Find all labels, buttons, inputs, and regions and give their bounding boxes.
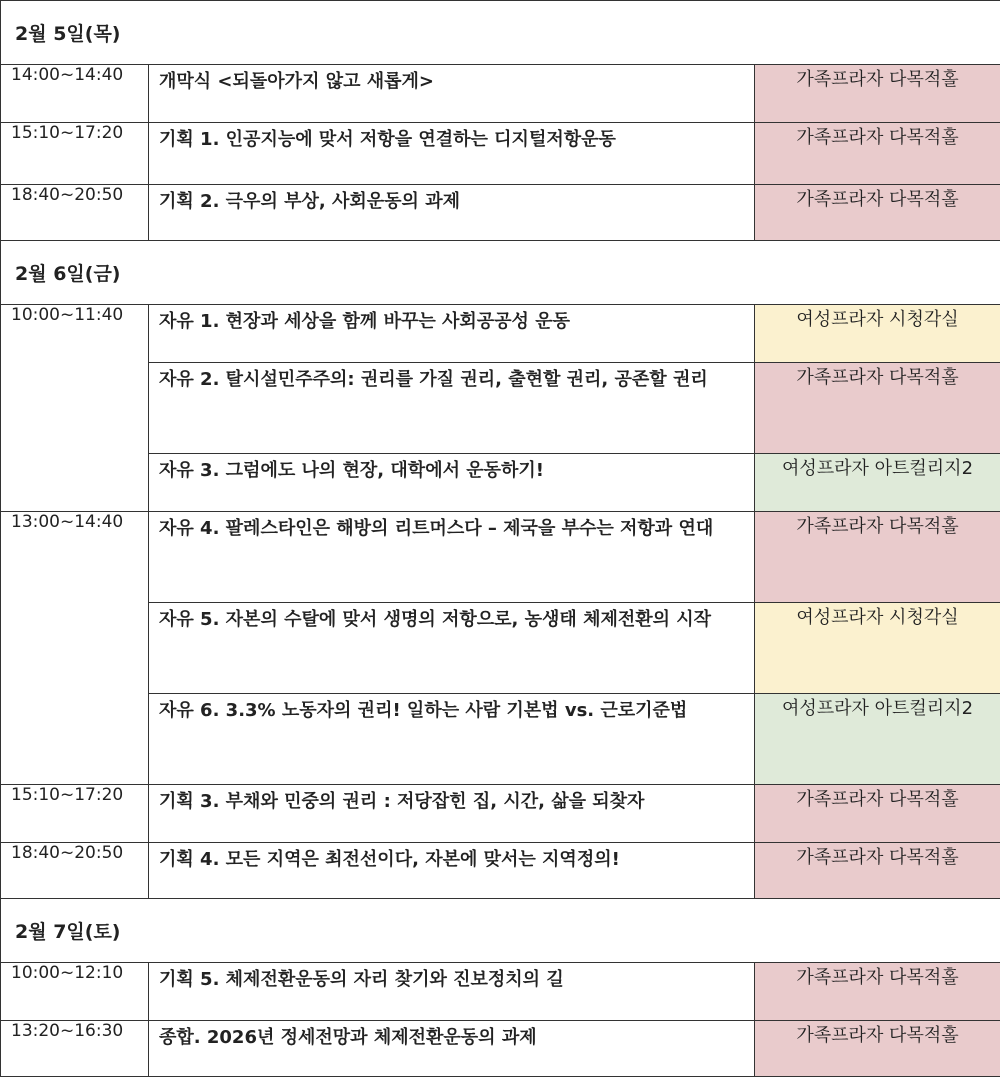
session-title: 자유 6. 3.3% 노동자의 권리! 일하는 사람 기본법 vs. 근로기준법 — [149, 694, 755, 785]
session-row — [1, 843, 1000, 899]
session-time: 10:00~12:10 — [1, 963, 149, 1021]
session-row — [1, 305, 1000, 363]
session-row — [1, 603, 1000, 694]
day-date: 2월 7일(토) — [1, 899, 1000, 963]
session-row — [1, 363, 1000, 454]
session-room: 가족프라자 다목적홀 — [755, 1021, 1000, 1077]
session-room: 가족프라자 다목적홀 — [755, 963, 1000, 1021]
session-time: 15:10~17:20 — [1, 123, 149, 185]
day-header — [1, 241, 1000, 305]
session-title: 기획 4. 모든 지역은 최전선이다, 자본에 맞서는 지역정의! — [149, 843, 755, 899]
session-title: 자유 4. 팔레스타인은 해방의 리트머스다 – 제국을 부수는 저항과 연대 — [149, 512, 755, 603]
session-time: 18:40~20:50 — [1, 185, 149, 241]
day-date: 2월 5일(목) — [1, 1, 1000, 65]
session-row — [1, 512, 1000, 603]
day-date: 2월 6일(금) — [1, 241, 1000, 305]
session-room: 가족프라자 다목적홀 — [755, 512, 1000, 603]
session-time: 13:00~14:40 — [1, 512, 149, 785]
session-room: 여성프라자 아트컬리지2 — [755, 454, 1000, 512]
session-room: 여성프라자 시청각실 — [755, 305, 1000, 363]
session-title: 자유 1. 현장과 세상을 함께 바꾸는 사회공공성 운동 — [149, 305, 755, 363]
session-row — [1, 785, 1000, 843]
session-title: 기획 1. 인공지능에 맞서 저항을 연결하는 디지털저항운동 — [149, 123, 755, 185]
session-room: 가족프라자 다목적홀 — [755, 363, 1000, 454]
session-title: 종합. 2026년 정세전망과 체제전환운동의 과제 — [149, 1021, 755, 1077]
session-row — [1, 963, 1000, 1021]
session-row — [1, 65, 1000, 123]
session-title: 기획 5. 체제전환운동의 자리 찾기와 진보정치의 길 — [149, 963, 755, 1021]
session-title: 개막식 <되돌아가지 않고 새롭게> — [149, 65, 755, 123]
session-title: 자유 2. 탈시설민주주의: 권리를 가질 권리, 출현할 권리, 공존할 권리 — [149, 363, 755, 454]
session-room: 여성프라자 시청각실 — [755, 603, 1000, 694]
session-room: 여성프라자 아트컬리지2 — [755, 694, 1000, 785]
session-row — [1, 1021, 1000, 1077]
session-row — [1, 454, 1000, 512]
session-row — [1, 694, 1000, 785]
session-room: 가족프라자 다목적홀 — [755, 843, 1000, 899]
session-title: 자유 3. 그럼에도 나의 현장, 대학에서 운동하기! — [149, 454, 755, 512]
session-room: 가족프라자 다목적홀 — [755, 785, 1000, 843]
session-time: 10:00~11:40 — [1, 305, 149, 512]
session-room: 가족프라자 다목적홀 — [755, 65, 1000, 123]
session-room: 가족프라자 다목적홀 — [755, 123, 1000, 185]
session-row — [1, 185, 1000, 241]
day-header — [1, 1, 1000, 65]
session-title: 자유 5. 자본의 수탈에 맞서 생명의 저항으로, 농생태 체제전환의 시작 — [149, 603, 755, 694]
session-time: 14:00~14:40 — [1, 65, 149, 123]
day-header — [1, 899, 1000, 963]
session-time: 13:20~16:30 — [1, 1021, 149, 1077]
session-time: 15:10~17:20 — [1, 785, 149, 843]
session-title: 기획 3. 부채와 민중의 권리 : 저당잡힌 집, 시간, 삶을 되찾자 — [149, 785, 755, 843]
session-row — [1, 123, 1000, 185]
session-title: 기획 2. 극우의 부상, 사회운동의 과제 — [149, 185, 755, 241]
session-time: 18:40~20:50 — [1, 843, 149, 899]
session-room: 가족프라자 다목적홀 — [755, 185, 1000, 241]
